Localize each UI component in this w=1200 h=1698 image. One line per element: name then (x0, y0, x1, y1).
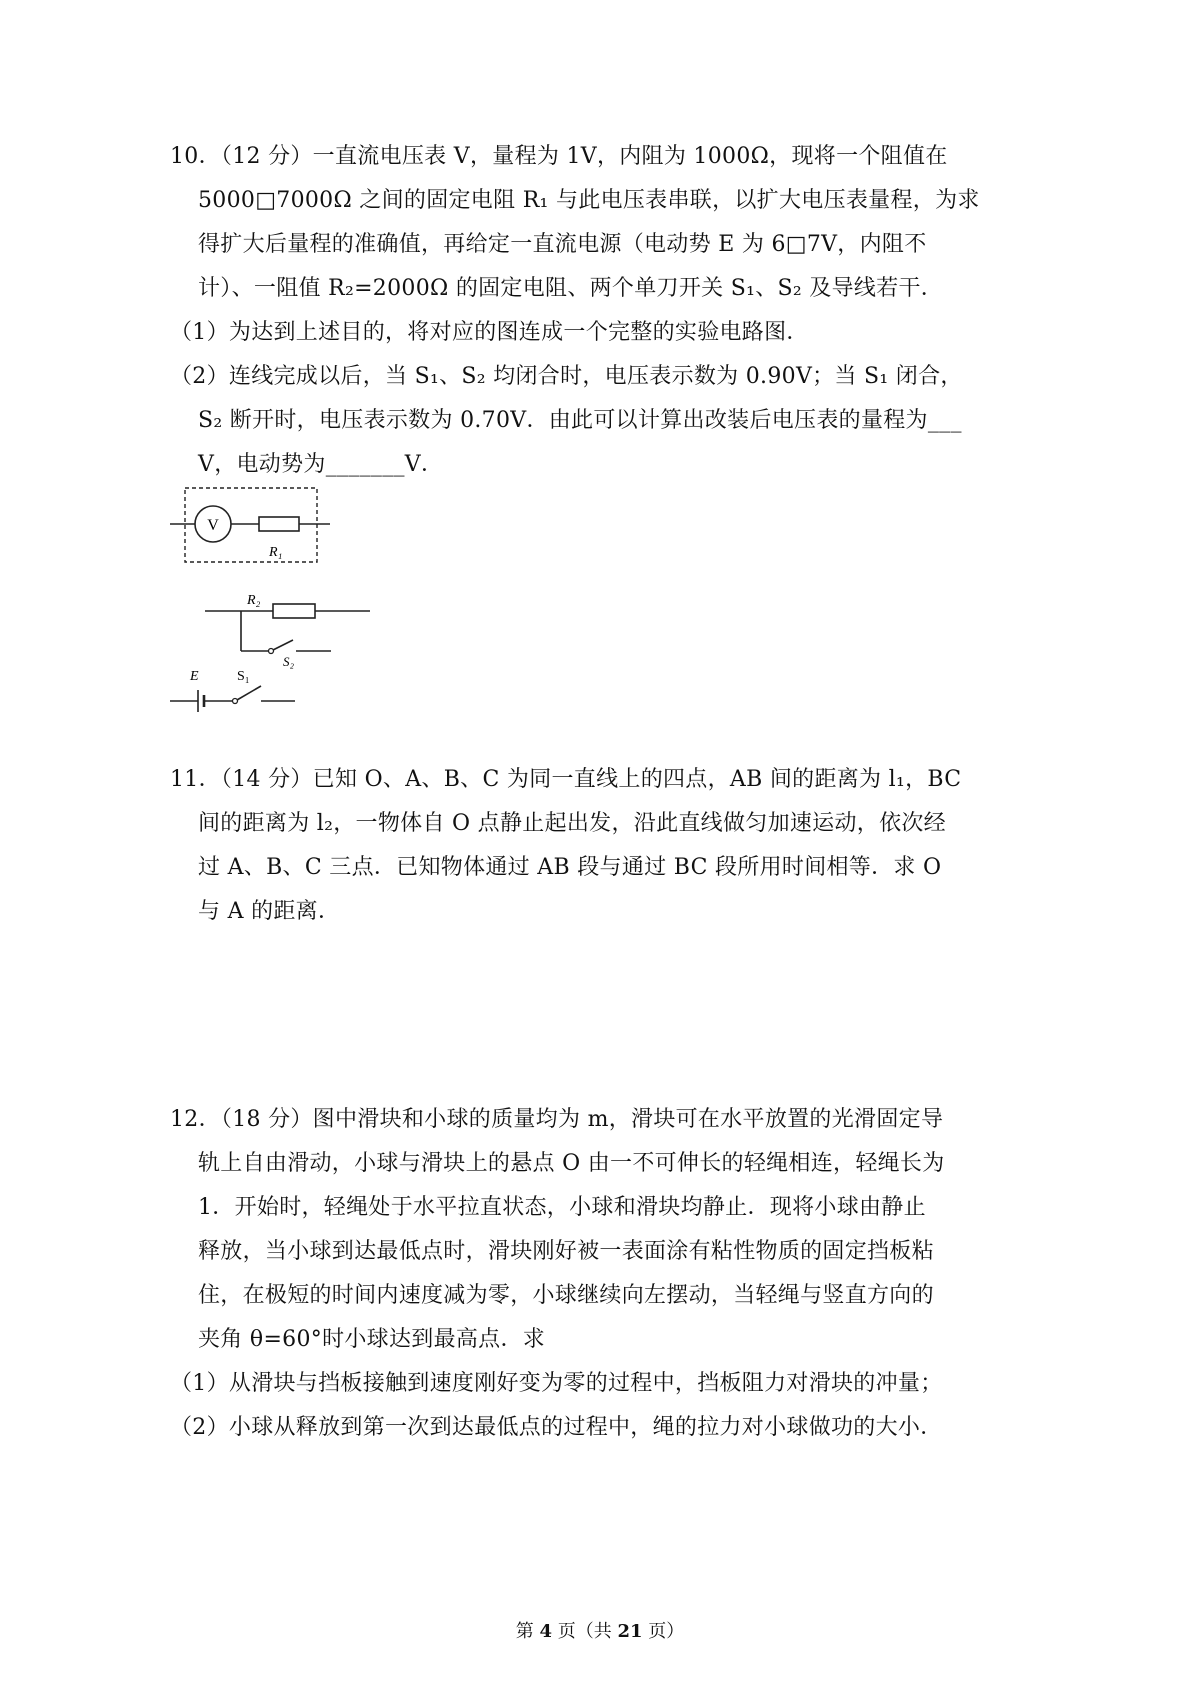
switch-s1-icon (237, 686, 261, 700)
q10-line-1: 10．（12 分）一直流电压表 V，量程为 1V，内阻为 1000Ω，现将一个阻值在 (170, 144, 948, 169)
r2-label: R₂ (247, 593, 261, 608)
q11-line-3: 过 A、B、C 三点．已知物体通过 AB 段与通过 BC 段所用时间相等．求 O (198, 855, 942, 880)
q12-line-5: 住，在极短的时间内速度减为零，小球继续向左摆动，当轻绳与竖直方向的 (198, 1283, 934, 1308)
r1-label: R₁ (269, 545, 283, 560)
footer-middle: 页（共 (557, 1621, 612, 1642)
q10-line-6: （2）连线完成以后，当 S₁、S₂ 均闭合时，电压表示数为 0.90V；当 S₁ 闭合， (170, 364, 963, 389)
resistor-r1-icon (259, 517, 299, 531)
footer-suffix: 页） (648, 1621, 685, 1642)
q12-line-8: （2）小球从释放到第一次到达最低点的过程中，绳的拉力对小球做功的大小． (170, 1415, 943, 1440)
q12-line-4: 释放，当小球到达最低点时，滑块刚好被一表面涂有粘性物质的固定挡板粘 (198, 1239, 934, 1264)
s1-label: S₁ (237, 669, 250, 684)
q12-line-2: 轨上自由滑动，小球与滑块上的悬点 O 由一不可伸长的轻绳相连，轻绳长为 (198, 1151, 945, 1176)
switch-s2-icon (273, 640, 293, 650)
voltmeter-symbol: V (207, 517, 219, 534)
page-footer (0, 1620, 1200, 1644)
q10-line-7: S₂ 断开时，电压表示数为 0.70V．由此可以计算出改装后电压表的量程为___ (198, 408, 962, 433)
s2-label: S₂ (283, 654, 295, 669)
footer-prefix: 第 (515, 1621, 534, 1642)
q12-line-6: 夹角 θ=60°时小球达到最高点．求 (198, 1327, 546, 1352)
e-label: E (190, 669, 199, 684)
q10-line-5: （1）为达到上述目的，将对应的图连成一个完整的实验电路图． (170, 320, 809, 345)
resistor-r2-icon (273, 604, 315, 618)
q11-line-2: 间的距离为 l₂，一物体自 O 点静止起出发，沿此直线做匀加速运动，依次经 (198, 811, 946, 836)
q10-line-2: 5000□7000Ω 之间的固定电阻 R₁ 与此电压表串联，以扩大电压表量程，为求 (198, 188, 980, 213)
q11-line-1: 11．（14 分）已知 O、A、B、C 为同一直线上的四点，AB 间的距离为 l₁，BC (170, 767, 962, 792)
q12-line-1: 12．（18 分）图中滑块和小球的质量均为 m，滑块可在水平放置的光滑固定导 (170, 1107, 944, 1132)
q12-line-3: 1．开始时，轻绳处于水平拉直状态，小球和滑块均静止．现将小球由静止 (198, 1195, 926, 1220)
footer-total-pages: 21 (617, 1621, 643, 1642)
r1-dashed-box (185, 488, 317, 562)
q10-line-4: 计）、一阻值 R₂=2000Ω 的固定电阻、两个单刀开关 S₁、S₂ 及导线若干． (198, 276, 944, 301)
q12-line-7: （1）从滑块与挡板接触到速度刚好变为零的过程中，挡板阻力对滑块的冲量； (170, 1371, 943, 1396)
q10-line-3: 得扩大后量程的准确值，再给定一直流电源（电动势 E 为 6□7V，内阻不 (198, 232, 927, 257)
q10-line-8: V，电动势为_______V． (198, 452, 444, 477)
footer-page-number: 4 (539, 1621, 552, 1642)
q11-line-4: 与 A 的距离． (198, 899, 341, 924)
circuit-diagram (165, 480, 385, 720)
